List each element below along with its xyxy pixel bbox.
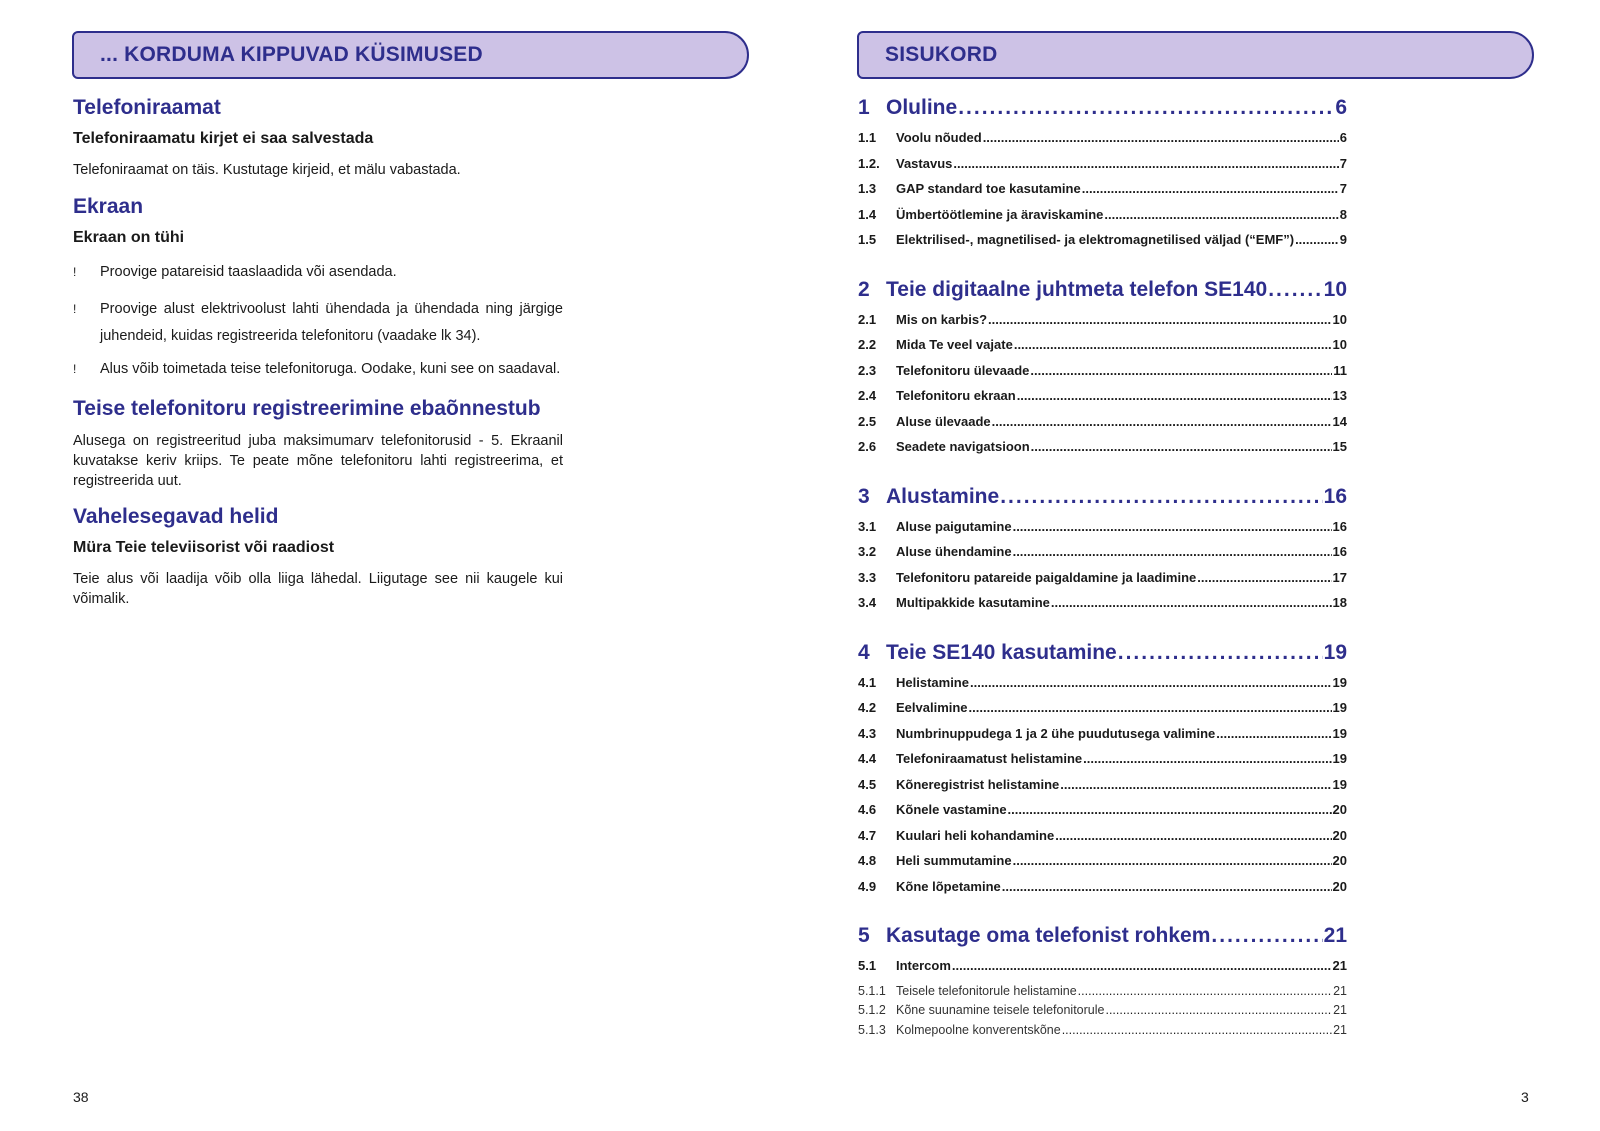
toc-leader-dots: [1051, 595, 1332, 610]
toc-spacer: [858, 621, 1347, 641]
toc-number: 1.4: [858, 206, 877, 222]
toc-page-number: 21: [1333, 983, 1347, 998]
toc-spacer: [858, 904, 1347, 924]
toc-page-number: 10: [1323, 277, 1347, 301]
toc-leader-dots: [1013, 544, 1332, 559]
toc-spacer: [858, 465, 1347, 485]
toc-title: Kõne suunamine teisele telefonitorule: [896, 1003, 1105, 1017]
toc-title: Mis on karbis?: [896, 311, 988, 327]
section-text: Telefoniraamat on täis. Kustutage kirjeid, et mälu vabastada.: [73, 162, 461, 178]
toc-section[interactable]: [858, 232, 1347, 258]
toc-page-number: 10: [1332, 311, 1347, 327]
toc-section[interactable]: [858, 828, 1347, 854]
toc-title: Telefonitoru patareide paigaldamine ja laadimine: [896, 569, 1197, 585]
toc-page-number: 21: [1332, 958, 1347, 973]
toc-leader-dots: [1211, 924, 1322, 948]
toc-page-number: 16: [1332, 518, 1347, 534]
toc-leader-dots: [1078, 984, 1332, 998]
toc-page-number: 10: [1332, 337, 1347, 352]
toc-title: Teie digitaalne juhtmeta telefon SE140: [886, 277, 1268, 301]
toc-section[interactable]: [858, 700, 1347, 726]
toc-number: 3.1: [858, 518, 877, 534]
toc-number: 4.4: [858, 751, 877, 766]
toc-leader-dots: [1060, 777, 1331, 792]
toc-chapter[interactable]: [858, 485, 1347, 515]
toc-number: 1: [858, 96, 870, 119]
toc-title: Numbrinuppudega 1 ja 2 ühe puudutusega valimine: [896, 725, 1216, 741]
toc-section[interactable]: [858, 414, 1347, 440]
toc-section[interactable]: [858, 570, 1347, 596]
toc-subsection[interactable]: [858, 984, 1347, 1004]
bullet-item: [73, 296, 563, 350]
toc-leader-dots: [1013, 519, 1332, 534]
toc-title: Kõne lõpetamine: [896, 878, 1001, 894]
toc-page-number: 7: [1339, 155, 1347, 171]
bullet-mark: !: [73, 362, 77, 376]
toc-leader-dots: [1082, 181, 1339, 196]
toc-leader-dots: [958, 96, 1334, 120]
toc-chapter[interactable]: [858, 278, 1347, 308]
toc-title: Elektrilised-, magnetilised- ja elektromagnetilised väljad (“EMF”): [896, 232, 1295, 247]
toc-section[interactable]: [858, 337, 1347, 363]
toc-section[interactable]: [858, 958, 1347, 984]
section-heading: Teise telefonitoru registreerimine ebaõnnestub: [73, 397, 541, 420]
toc-number: 3.2: [858, 544, 877, 559]
toc-title: Kuulari heli kohandamine: [896, 827, 1055, 843]
toc-number: 1.1: [858, 130, 877, 145]
toc-leader-dots: [1055, 828, 1331, 843]
toc-page-number: 20: [1332, 802, 1347, 817]
toc-subsection[interactable]: [858, 1003, 1347, 1023]
toc-page-number: 16: [1323, 484, 1347, 508]
toc-title: Eelvalimine: [896, 700, 968, 715]
toc-leader-dots: [1062, 1023, 1332, 1037]
toc-number: 4.8: [858, 853, 877, 868]
toc-page-number: 13: [1332, 388, 1347, 403]
toc-number: 4.9: [858, 878, 877, 894]
toc-number: 3.3: [858, 569, 877, 585]
toc-title: Aluse ülevaade: [896, 413, 991, 429]
toc-section[interactable]: [858, 363, 1347, 389]
toc-section[interactable]: [858, 130, 1347, 156]
toc-section[interactable]: [858, 802, 1347, 828]
toc-chapter[interactable]: [858, 641, 1347, 671]
toc-title: Kõnele vastamine: [896, 802, 1007, 817]
toc-title: Aluse paigutamine: [896, 518, 1012, 534]
toc-page-number: 6: [1339, 130, 1347, 145]
toc-number: 2.1: [858, 311, 877, 327]
toc-title: Voolu nõuded: [896, 130, 982, 145]
toc-title: Helistamine: [896, 674, 969, 690]
toc-section[interactable]: [858, 751, 1347, 777]
toc-section[interactable]: [858, 726, 1347, 752]
toc-number: 4.3: [858, 725, 877, 741]
toc-title: Heli summutamine: [896, 853, 1012, 868]
faq-section-interference: [73, 505, 563, 609]
toc-page-number: 19: [1332, 776, 1347, 792]
toc-page-number: 6: [1335, 96, 1347, 119]
toc-number: 2: [858, 277, 870, 301]
toc-leader-dots: [983, 130, 1339, 145]
toc-number: 4.6: [858, 802, 877, 817]
toc-leader-dots: [952, 958, 1332, 973]
toc-section[interactable]: [858, 207, 1347, 233]
toc-page-number: 8: [1339, 206, 1347, 222]
toc-page-number: 19: [1332, 751, 1347, 766]
toc-leader-dots: [1002, 879, 1332, 894]
faq-banner-title: ... KORDUMA KIPPUVAD KÜSIMUSED: [100, 43, 483, 66]
toc-leader-dots: [1031, 439, 1332, 454]
toc-title: Intercom: [896, 958, 951, 973]
toc-number: 5.1.3: [858, 1022, 886, 1037]
toc-title: Ümbertöötlemine ja äraviskamine: [896, 206, 1104, 222]
toc-title: GAP standard toe kasutamine: [896, 181, 1081, 196]
toc-title: Oluline: [886, 96, 958, 119]
toc-section[interactable]: [858, 544, 1347, 570]
toc-number: 5: [858, 924, 870, 947]
section-subheading: Telefoniraamatu kirjet ei saa salvestada: [73, 130, 374, 147]
toc-section[interactable]: [858, 853, 1347, 879]
toc-leader-dots: [992, 414, 1332, 429]
section-heading: Vahelesegavad helid: [73, 505, 279, 528]
toc-page-number: 20: [1332, 827, 1347, 843]
toc-title: Multipakkide kasutamine: [896, 595, 1050, 610]
toc-leader-dots: [953, 156, 1338, 171]
faq-section-screen: [73, 195, 563, 383]
toc-number: 2.3: [858, 362, 877, 378]
toc-page-number: 17: [1332, 569, 1347, 585]
faq-section-phonebook: [73, 96, 563, 181]
toc-number: 5.1: [858, 958, 877, 973]
toc-page-number: 9: [1339, 232, 1347, 247]
toc-page-number: 18: [1332, 595, 1347, 610]
bullet-item: [73, 259, 563, 286]
toc-leader-dots: [1216, 726, 1331, 741]
toc-page-number: 19: [1332, 674, 1347, 690]
page-number-right: 3: [1521, 1089, 1529, 1105]
toc-number: 1.2.: [858, 155, 880, 171]
toc-subsection[interactable]: [858, 1023, 1347, 1043]
toc-leader-dots: [1000, 485, 1322, 509]
bullet-text: Alus võib toimetada teise telefonitoruga. Oodake, kuni see on saadaval.: [100, 361, 561, 377]
toc-title: Kasutage oma telefonist rohkem: [886, 924, 1211, 947]
toc-leader-dots: [1197, 570, 1331, 585]
section-heading: Ekraan: [73, 195, 144, 218]
bullet-text: Proovige alust elektrivoolust lahti ühendada ja ühendada ning järgige juhendeid, kuidas registreerida telefonitoru (vaadake lk 34).: [100, 301, 563, 344]
toc-section[interactable]: [858, 519, 1347, 545]
toc-number: 4.7: [858, 827, 877, 843]
toc-page-number: 21: [1333, 1022, 1347, 1037]
bullet-mark: !: [73, 265, 77, 279]
faq-banner: [72, 31, 749, 79]
toc-section[interactable]: [858, 595, 1347, 621]
toc-title: Vastavus: [896, 155, 953, 171]
toc-title: Mida Te veel vajate: [896, 337, 1013, 352]
toc-number: 1.5: [858, 232, 877, 247]
toc-page-number: 16: [1332, 544, 1347, 559]
toc-leader-dots: [970, 675, 1332, 690]
toc-leader-dots: [969, 700, 1332, 715]
toc-number: 4.1: [858, 674, 877, 690]
toc-leader-dots: [1295, 232, 1339, 247]
toc-section[interactable]: [858, 675, 1347, 701]
toc-number: 2.5: [858, 413, 877, 429]
toc-leader-dots: [1105, 1003, 1332, 1017]
toc-leader-dots: [1017, 388, 1332, 403]
toc-section[interactable]: [858, 777, 1347, 803]
toc-leader-dots: [1030, 363, 1332, 378]
page-number-left: 38: [73, 1089, 89, 1105]
toc-leader-dots: [1268, 278, 1322, 302]
toc-section[interactable]: [858, 312, 1347, 338]
toc-page-number: 19: [1332, 700, 1347, 715]
toc-number: 4: [858, 640, 870, 664]
toc-section[interactable]: [858, 879, 1347, 905]
toc-number: 2.2: [858, 337, 877, 352]
toc-page-number: 19: [1323, 640, 1347, 664]
toc-page-number: 15: [1332, 439, 1347, 454]
toc-title: Kõneregistrist helistamine: [896, 776, 1060, 792]
toc-number: 2.4: [858, 388, 877, 403]
toc-leader-dots: [1083, 751, 1331, 766]
toc-leader-dots: [1014, 337, 1332, 352]
toc-number: 2.6: [858, 439, 877, 454]
toc-banner-title: SISUKORD: [885, 43, 998, 66]
toc-title: Alustamine: [886, 484, 1000, 508]
section-text: Teie alus või laadija võib olla liiga lähedal. Liigutage see nii kaugele kui võimalik.: [73, 571, 563, 607]
section-heading: Telefoniraamat: [73, 96, 221, 119]
toc-number: 1.3: [858, 181, 877, 196]
toc-section[interactable]: [858, 388, 1347, 414]
toc-page-number: 11: [1333, 362, 1347, 378]
toc-title: Teie SE140 kasutamine: [886, 640, 1117, 664]
toc-number: 3: [858, 484, 870, 508]
toc-chapter[interactable]: [858, 924, 1347, 954]
toc-section[interactable]: [858, 156, 1347, 182]
toc-page-number: 20: [1332, 878, 1347, 894]
toc-number: 4.5: [858, 776, 877, 792]
toc-leader-dots: [1118, 641, 1323, 665]
toc-number: 4.2: [858, 700, 877, 715]
toc-leader-dots: [1008, 802, 1332, 817]
toc-number: 5.1.2: [858, 1003, 886, 1017]
toc-section[interactable]: [858, 181, 1347, 207]
toc-banner: [857, 31, 1534, 79]
toc-number: 5.1.1: [858, 983, 886, 998]
toc-number: 3.4: [858, 595, 877, 610]
section-subheading: Ekraan on tühi: [73, 229, 185, 246]
toc-page-number: 21: [1323, 924, 1347, 947]
faq-content: [73, 96, 563, 623]
toc-page-number: 21: [1333, 1003, 1347, 1017]
table-of-contents: [858, 96, 1347, 1042]
bullet-item: [73, 356, 563, 383]
toc-title: Aluse ühendamine: [896, 544, 1012, 559]
toc-chapter[interactable]: [858, 96, 1347, 126]
bullet-text: Proovige patareisid taaslaadida või asendada.: [100, 264, 397, 280]
toc-title: Kolmepoolne konverentskõne: [896, 1022, 1061, 1037]
toc-title: Teisele telefonitorule helistamine: [896, 983, 1077, 998]
toc-leader-dots: [988, 312, 1332, 327]
toc-title: Telefonitoru ülevaade: [896, 362, 1030, 378]
toc-page-number: 20: [1332, 853, 1347, 868]
toc-title: Seadete navigatsioon: [896, 439, 1030, 454]
toc-title: Telefonitoru ekraan: [896, 388, 1016, 403]
section-text: Alusega on registreeritud juba maksimumarv telefonitorusid - 5. Ekraanil kuvatakse keriv kriips. Te peate mõne telefonitoru lahti registreerima, et registreerida uut.: [73, 433, 563, 489]
toc-section[interactable]: [858, 439, 1347, 465]
toc-leader-dots: [1013, 853, 1332, 868]
faq-section-registration: [73, 397, 563, 491]
toc-spacer: [858, 258, 1347, 278]
toc-page-number: 7: [1339, 181, 1347, 196]
toc-page-number: 14: [1332, 413, 1347, 429]
section-subheading: Müra Teie televiisorist või raadiost: [73, 539, 335, 556]
toc-title: Telefoniraamatust helistamine: [896, 751, 1083, 766]
toc-page-number: 19: [1332, 725, 1347, 741]
bullet-mark: !: [73, 302, 77, 316]
toc-leader-dots: [1104, 207, 1338, 222]
